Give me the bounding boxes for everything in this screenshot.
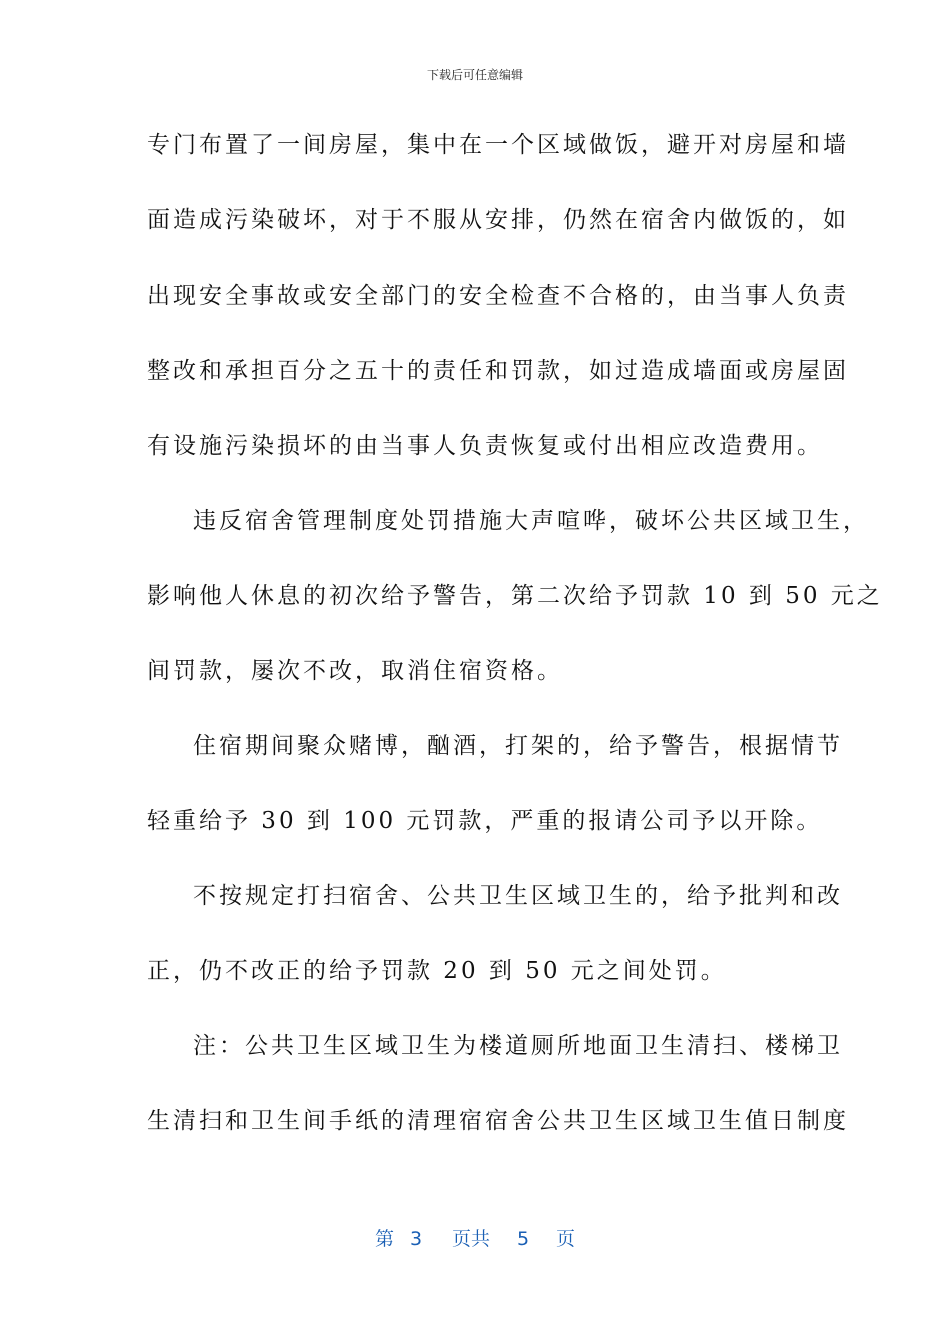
body-line-9: 住宿期间聚众赌博，酗酒，打架的，给予警告，根据情节 (193, 733, 843, 759)
footer-label-di: 第 (375, 1228, 395, 1250)
body-line-8: 间罚款，屡次不改，取消住宿资格。 (147, 658, 563, 684)
body-line-4: 整改和承担百分之五十的责任和罚款，如过造成墙面或房屋固 (147, 358, 849, 384)
body-line-5: 有设施污染损坏的由当事人负责恢复或付出相应改造费用。 (147, 433, 823, 459)
footer-current-page: 3 (410, 1228, 423, 1250)
body-line-10: 轻重给予 30 到 100 元罚款，严重的报请公司予以开除。 (147, 808, 823, 834)
body-line-6: 违反宿舍管理制度处罚措施大声喧哗，破坏公共区域卫生， (193, 508, 869, 534)
page-footer (0, 1226, 950, 1252)
body-line-14: 生清扫和卫生间手纸的清理宿宿舍公共卫生区域卫生值日制度 (147, 1108, 849, 1134)
body-line-12: 正，仍不改正的给予罚款 20 到 50 元之间处罚。 (147, 958, 727, 984)
body-line-13: 注：公共卫生区域卫生为楼道厕所地面卫生清扫、楼梯卫 (193, 1033, 843, 1059)
footer-label-ye: 页 (556, 1228, 576, 1250)
footer-total-pages: 5 (517, 1228, 530, 1250)
footer-label-ye-gong: 页共 (452, 1228, 491, 1250)
body-line-1: 专门布置了一间房屋，集中在一个区域做饭，避开对房屋和墙 (147, 132, 849, 158)
body-line-7: 影响他人休息的初次给予警告，第二次给予罚款 10 到 50 元之 (147, 583, 883, 609)
body-line-3: 出现安全事故或安全部门的安全检查不合格的，由当事人负责 (147, 283, 849, 309)
body-line-11: 不按规定打扫宿舍、公共卫生区域卫生的，给予批判和改 (193, 883, 843, 909)
page-header: 下载后可任意编辑 (426, 68, 523, 82)
body-line-2: 面造成污染破坏，对于不服从安排，仍然在宿舍内做饭的，如 (147, 207, 849, 233)
